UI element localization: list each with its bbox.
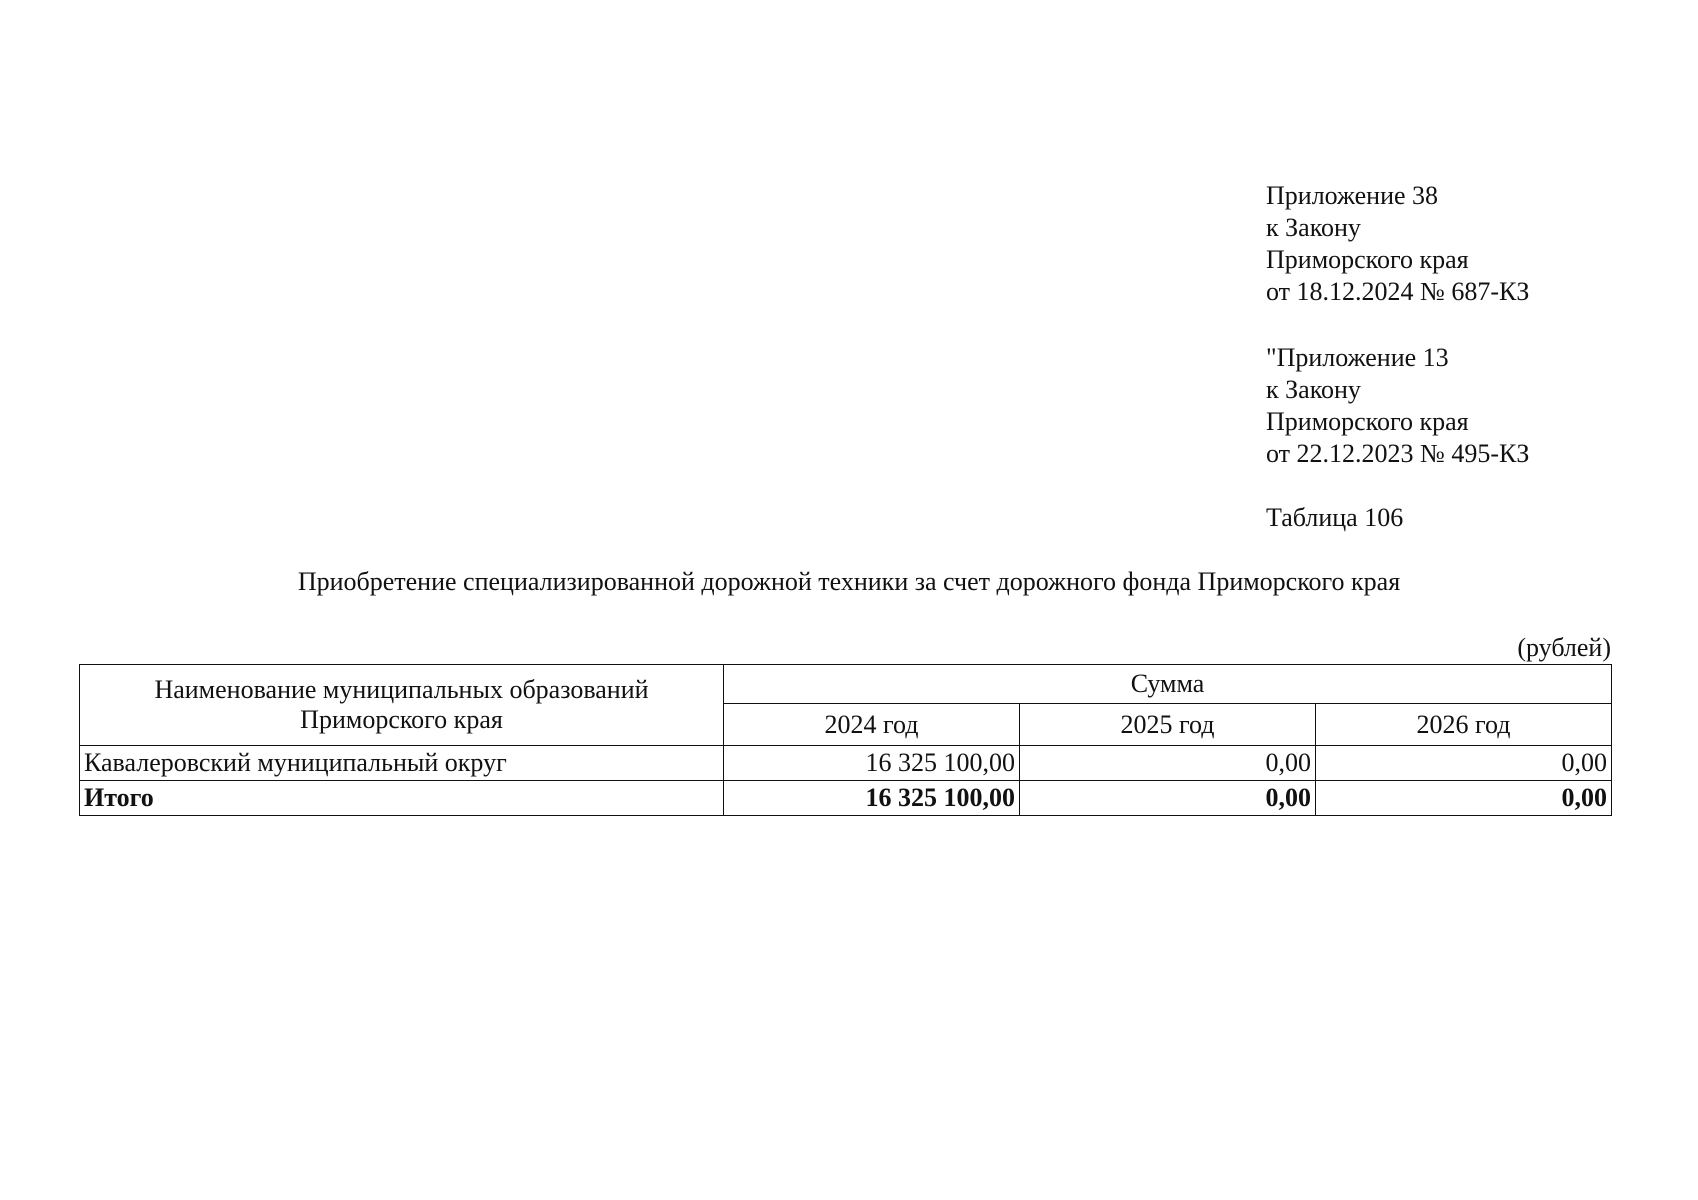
appendix-main-line: к Закону	[1266, 213, 1361, 242]
header-municipality-line2: Приморского края	[300, 705, 503, 734]
header-sum: Сумма	[724, 665, 1612, 704]
budget-table	[79, 664, 1612, 816]
appendix-main-block	[1266, 180, 1529, 308]
row-municipality-name: Кавалеровский муниципальный округ	[80, 746, 724, 781]
total-label: Итого	[80, 781, 724, 816]
row-value-2024: 16 325 100,00	[724, 746, 1020, 781]
appendix-main-line: Приложение 38	[1266, 181, 1439, 210]
table-header-row	[80, 665, 1612, 704]
appendix-main-date: от 18.12.2024 № 687-КЗ	[1266, 277, 1530, 306]
header-year-2024: 2024 год	[724, 704, 1020, 746]
header-year-2026: 2026 год	[1316, 704, 1612, 746]
total-value-2025: 0,00	[1020, 781, 1316, 816]
total-value-2024: 16 325 100,00	[724, 781, 1020, 816]
header-municipality	[80, 665, 724, 746]
row-value-2025: 0,00	[1020, 746, 1316, 781]
appendix-ref-line: "Приложение 13	[1266, 343, 1449, 372]
appendix-main-line: Приморского края	[1266, 245, 1469, 274]
header-municipality-line1: Наименование муниципальных образований	[154, 675, 649, 704]
total-value-2026: 0,00	[1316, 781, 1612, 816]
row-value-2026: 0,00	[1316, 746, 1612, 781]
header-year-2025: 2025 год	[1020, 704, 1316, 746]
table-row	[80, 746, 1612, 781]
table-total-row	[80, 781, 1612, 816]
appendix-reference-block	[1266, 342, 1529, 470]
units-label: (рублей)	[1517, 633, 1611, 662]
document-title: Приобретение специализированной дорожной техники за счет дорожного фонда Приморского края	[297, 567, 1401, 596]
appendix-ref-line: к Закону	[1266, 375, 1361, 404]
table-number-label: Таблица 106	[1266, 503, 1404, 532]
appendix-ref-line: Приморского края	[1266, 407, 1469, 436]
appendix-ref-date: от 22.12.2023 № 495-КЗ	[1266, 439, 1530, 468]
